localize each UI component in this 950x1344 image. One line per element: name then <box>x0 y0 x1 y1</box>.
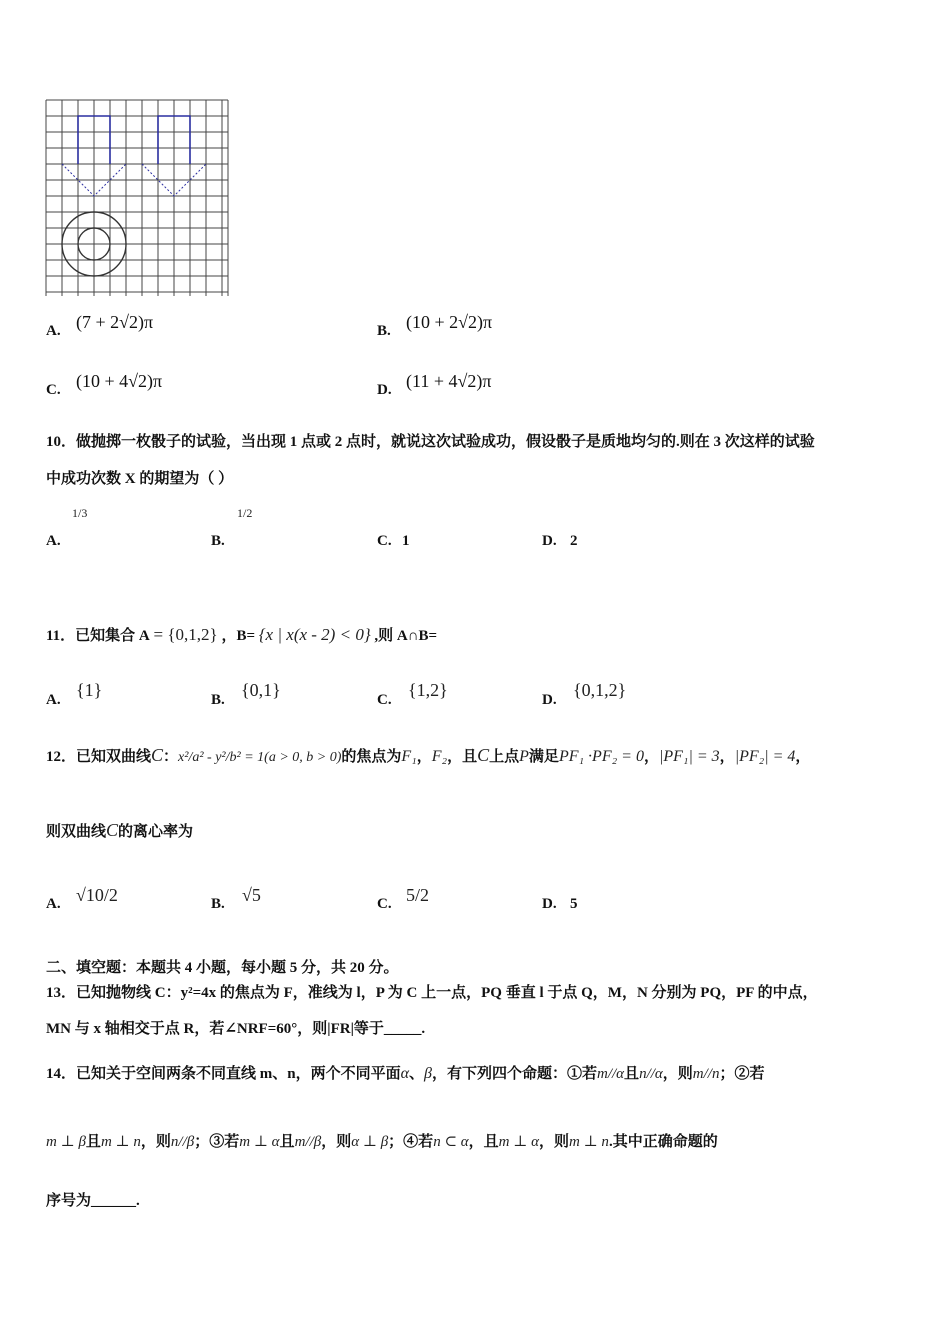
q12-line2-prefix: 则双曲线 <box>46 824 107 840</box>
q12-f2: F₂ <box>431 748 448 765</box>
q12-equation: x²/a² - y²/b² = 1(a > 0, b > 0) <box>178 750 342 765</box>
q12-comma2: ， <box>643 749 659 765</box>
q9-option-d-value: (11 + 4√2)π <box>406 371 492 391</box>
q10-option-c-value: 1 <box>402 533 410 549</box>
q14-and3: 且 <box>279 1134 295 1150</box>
q14-c3b: m//β <box>294 1134 322 1150</box>
q11-suffix: ,则 A∩B= <box>374 628 438 644</box>
grid-figure-icon <box>44 98 232 300</box>
q12-dot-condition: PF₁ ·PF₂ = 0 <box>558 748 644 765</box>
q12-option-a-value: √10/2 <box>76 885 118 905</box>
q13-line1: 13．已知抛物线 C：y²=4x 的焦点为 F，准线为 l，P 为 C 上一点，PQ 垂直 l 于点 Q，M，N 分别为 PQ，PF 的中点， <box>46 985 818 1001</box>
q14-c3a: m ⊥ α <box>239 1134 280 1150</box>
q12-on-point: 上点 <box>489 749 520 765</box>
q14-r1: m//n <box>692 1066 720 1082</box>
q14-line3: 序号为______. <box>46 1193 140 1209</box>
q9-option-b-value: (10 + 2√2)π <box>406 312 493 332</box>
q12-option-d-value: 5 <box>570 896 578 912</box>
q14-alpha: α <box>400 1065 409 1082</box>
q12-satisfy: 满足 <box>528 749 559 765</box>
q12-pf1: |PF₁| = 3 <box>658 748 720 765</box>
q12-comma: ， <box>416 749 432 765</box>
q14-and1: 且 <box>624 1066 640 1082</box>
q11-option-b-label: B. <box>211 692 225 708</box>
q14-then4: ，则 <box>538 1134 569 1150</box>
q12-comma3: ， <box>719 749 735 765</box>
q14-sep: 、 <box>409 1066 425 1082</box>
q14-then2: ，则 <box>140 1134 171 1150</box>
q14-and2: 且 <box>85 1134 101 1150</box>
q12-line2-suffix: 的离心率为 <box>118 824 194 840</box>
q11-option-a-value: {1} <box>76 680 103 700</box>
q10-option-b-value: 1/2 <box>237 506 253 520</box>
q14-c1a: m//α <box>597 1066 625 1082</box>
q12-p-symbol: P <box>519 748 529 765</box>
q12-option-c-value: 5/2 <box>406 885 430 905</box>
q10-option-d-value: 2 <box>570 533 578 549</box>
q12-comma4: ， <box>795 749 811 765</box>
q11-mid: ，B= <box>221 628 255 644</box>
q10-option-b-label: B. <box>211 533 225 549</box>
q12-option-c-label: C. <box>377 896 392 912</box>
q14-then3: ，则 <box>321 1134 352 1150</box>
q14-p3: ；③若 <box>194 1134 240 1150</box>
q10-line2: 中成功次数 X 的期望为（ ） <box>46 471 234 487</box>
q14-r4: m ⊥ n <box>568 1134 609 1150</box>
q12-line2 <box>46 820 193 841</box>
q14-r3: α ⊥ β <box>351 1134 389 1150</box>
section-2-heading: 二、填空题：本题共 4 小题，每小题 5 分，共 20 分。 <box>46 960 399 976</box>
q11-option-a-label: A. <box>46 692 61 708</box>
q14-line2 <box>46 1130 718 1151</box>
q11-stem <box>46 624 437 645</box>
q14-c4b: m ⊥ α <box>498 1134 539 1150</box>
q11-set-b: {x | x(x - 2) < 0} <box>258 625 371 644</box>
q11-option-d-value: {0,1,2} <box>573 680 627 700</box>
q10-option-a-value: 1/3 <box>72 506 88 520</box>
q12-f1: F₁ <box>401 748 417 765</box>
q11-option-c-label: C. <box>377 692 392 708</box>
q12-colon: ： <box>163 749 179 765</box>
q12-c2-symbol: C <box>477 745 490 765</box>
q14-line1-prefix: 14．已知关于空间两条不同直线 m、n，两个不同平面 <box>46 1066 401 1082</box>
q14-line1-suffix: ；②若 <box>719 1066 765 1082</box>
q11-option-d-label: D. <box>542 692 557 708</box>
q14-then1: ，则 <box>662 1066 693 1082</box>
q10-option-a-label: A. <box>46 533 61 549</box>
q12-option-a-label: A. <box>46 896 61 912</box>
q12-focus-text: 的焦点为 <box>341 749 402 765</box>
q12-prefix: 12．已知双曲线 <box>46 749 152 765</box>
q9-option-d-label: D. <box>377 382 392 398</box>
q13-line2: MN 与 x 轴相交于点 R，若∠NRF=60°，则|FR|等于_____. <box>46 1021 426 1037</box>
q11-set-a: = {0,1,2} <box>153 625 218 644</box>
q12-pf2: |PF₂| = 4 <box>734 748 796 765</box>
q9-option-c-value: (10 + 4√2)π <box>76 371 163 391</box>
q14-p4: ；④若 <box>388 1134 434 1150</box>
q14-c4a: n ⊂ α <box>433 1134 469 1150</box>
q12-option-b-label: B. <box>211 896 225 912</box>
q14-beta: β <box>424 1065 432 1082</box>
q12-and: ，且 <box>447 749 478 765</box>
q14-line1-mid: ，有下列四个命题：①若 <box>431 1066 597 1082</box>
q10-option-c-label: C. <box>377 533 392 549</box>
q10-option-d-label: D. <box>542 533 557 549</box>
q9-option-c-label: C. <box>46 382 61 398</box>
q12-c3-symbol: C <box>106 820 119 840</box>
q14-c2b: m ⊥ n <box>100 1134 141 1150</box>
q14-c2a: m ⊥ β <box>46 1134 86 1150</box>
q14-c1b: n//α <box>639 1066 663 1082</box>
q14-line2-suffix: .其中正确命题的 <box>608 1134 718 1150</box>
q10-line1: 10．做抛掷一枚骰子的试验，当出现 1 点或 2 点时，就说这次试验成功，假设骰子是质地均匀的.则在 3 次这样的试验 <box>46 434 815 450</box>
q14-and4: ，且 <box>468 1134 499 1150</box>
q14-line1 <box>46 1062 764 1083</box>
q9-option-a-value: (7 + 2√2)π <box>76 312 154 332</box>
q9-option-b-label: B. <box>377 323 391 339</box>
q9-option-a-label: A. <box>46 323 61 339</box>
q12-c-symbol: C <box>151 745 164 765</box>
q12-option-d-label: D. <box>542 896 557 912</box>
q11-option-c-value: {1,2} <box>408 680 448 700</box>
q14-r2: n//β <box>170 1134 195 1150</box>
q11-prefix: 11．已知集合 A <box>46 628 150 644</box>
q12-line1 <box>46 745 810 766</box>
q11-option-b-value: {0,1} <box>241 680 281 700</box>
q12-option-b-value: √5 <box>242 885 261 905</box>
